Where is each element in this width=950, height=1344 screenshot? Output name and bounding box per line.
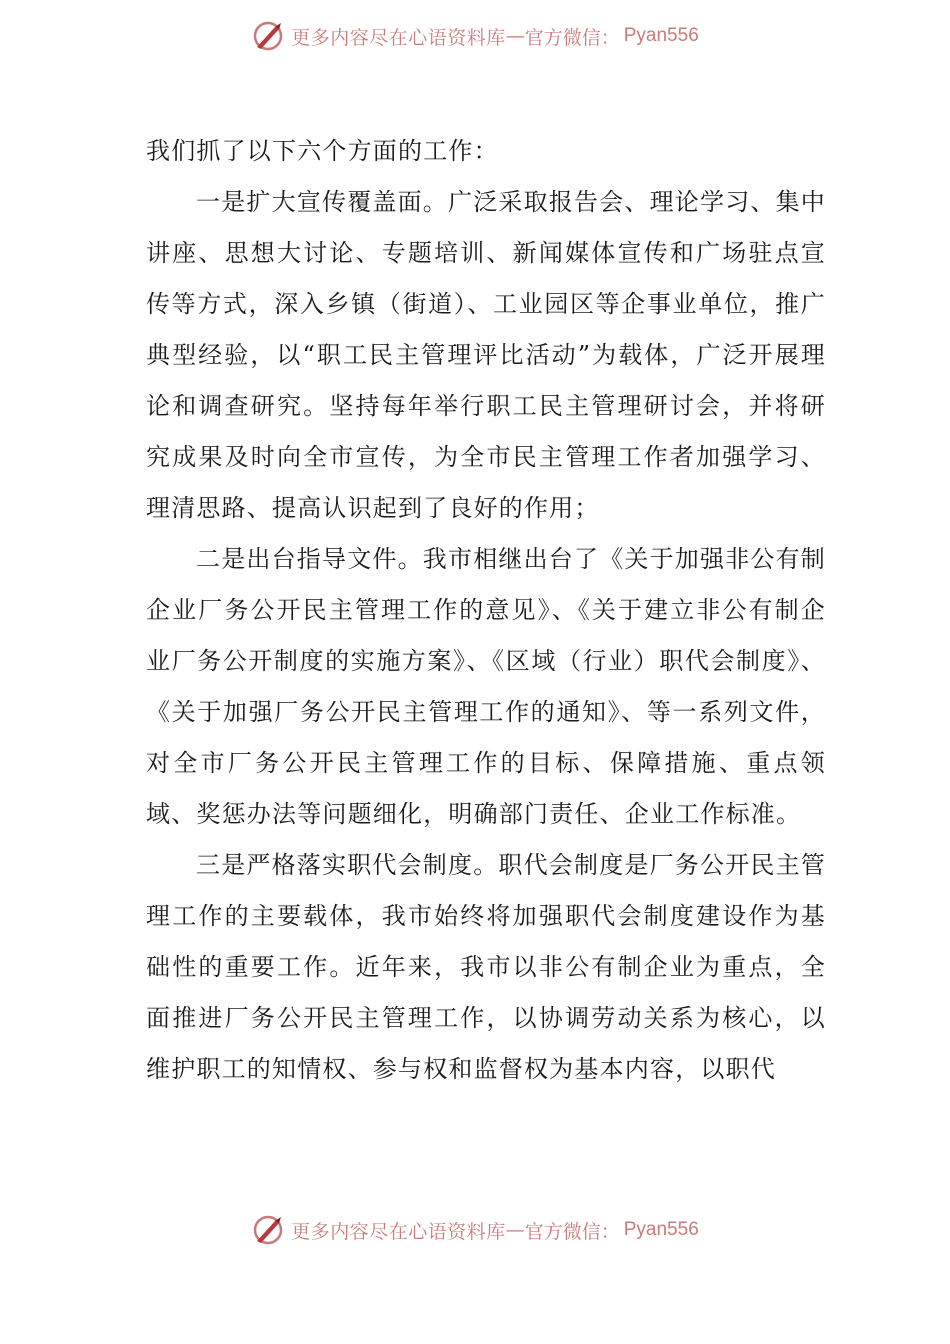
banner-brand-text: 更多内容尽在心语资料库: [291, 26, 506, 49]
pen-logo-icon: [251, 1213, 285, 1247]
banner-wechat-id: Pyan556: [623, 1219, 699, 1240]
pen-logo-icon: [251, 19, 285, 53]
banner-wechat-label: 官方微信：: [524, 26, 620, 49]
banner-dash: —: [505, 1219, 525, 1241]
banner-wechat-id: Pyan556: [623, 25, 699, 46]
paragraph-guidance-documents: 二是出台指导文件。我市相继出台了《关于加强非公有制企业厂务公开民主管理工作的意见》、《关于建立非公有制企业厂务公开制度的实施方案》、《区域（行业）职代会制度》、《关于加强厂务公开民主管理工作的通知》、等一系列文件，对全市厂务公开民主管理工作的目标、保障措施、重点领域、奖惩办法等问题细化，明确部门责任、企业工作标准。: [146, 545, 826, 828]
banner-brand-text: 更多内容尽在心语资料库: [291, 1220, 506, 1243]
banner-dash: —: [505, 25, 525, 47]
intro-paragraph: 我们抓了以下六个方面的工作：: [146, 137, 499, 165]
banner-wechat-label: 官方微信：: [524, 1220, 620, 1243]
paragraph-congress-system: 三是严格落实职代会制度。职代会制度是厂务公开民主管理工作的主要载体，我市始终将加强职代会制度建设作为基础性的重要工作。近年来，我市以非公有制企业为重点，全面推进厂务公开民主管理工作，以协调劳动关系为核心，以维护职工的知情权、参与权和监督权为基本内容，以职代: [146, 851, 826, 1083]
paragraph-publicity: 一是扩大宣传覆盖面。广泛采取报告会、理论学习、集中讲座、思想大讨论、专题培训、新闻媒体宣传和广场驻点宣传等方式，深入乡镇（街道）、工业园区等企事业单位，推广典型经验，以“职工民主管理评比活动”为载体，广泛开展理论和调查研究。坚持每年举行职工民主管理研讨会，并将研究成果及时向全市宣传，为全市民主管理工作者加强学习、理清思路、提高认识起到了良好的作用；: [146, 188, 826, 522]
document-body: [146, 126, 826, 1095]
footer-banner: [0, 1210, 950, 1250]
header-banner: [0, 16, 950, 56]
